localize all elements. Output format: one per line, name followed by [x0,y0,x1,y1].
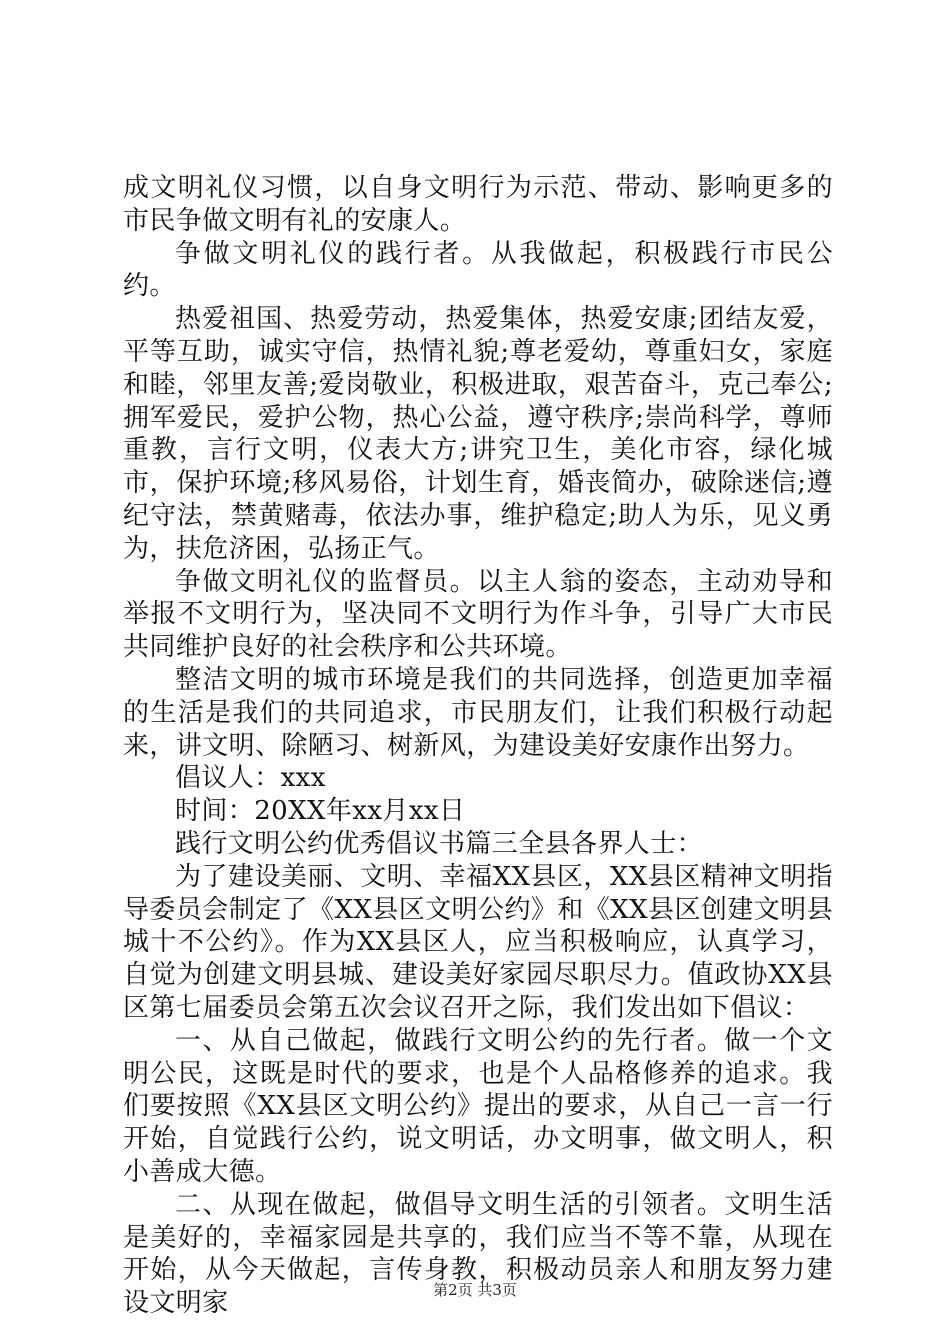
document-body [123,172,833,1320]
page-number-footer: 第2页 共3页 [433,1281,517,1299]
paragraph-11: 二、从现在做起，做倡导文明生活的引领者。文明生活是美好的，幸福家园是共享的，我们应当不等不靠，从现在开始，从今天做起，言传身教，积极动员亲人和朋友努力建设文明家 [123,1189,833,1319]
paragraph-1: 成文明礼仪习惯，以自身文明行为示范、带动、影响更多的市民争做文明有礼的安康人。 [123,173,833,236]
paragraph-9: 为了建设美丽、文明、幸福XX县区，XX县区精神文明指导委员会制定了《XX县区文明公约》和《XX县区创建文明县城十不公约》。作为XX县区人，应当积极响应，认真学习，自觉为创建文明县城、建设美好家园尽职尽力。值政协XX县区第七届委员会第五次会议召开之际，我们发出如下倡议： [123,861,833,1023]
section-heading-line: 践行文明公约优秀倡议书篇三全县各界人士： [175,828,704,859]
paragraph-5: 整洁文明的城市环境是我们的共同选择，创造更加幸福的生活是我们的共同追求，市民朋友们，让我们积极行动起来，讲文明、除陋习、树新风，为建设美好安康作出努力。 [123,664,833,761]
paragraph-4: 争做文明礼仪的监督员。以主人翁的姿态，主动劝导和举报不文明行为，坚决同不文明行为作斗争，引导广大市民共同维护良好的社会秩序和公共环境。 [123,566,833,663]
proposer-line: 倡议人：xxx [175,763,326,794]
date-line: 时间：20XX年xx月xx日 [175,796,466,827]
paragraph-3: 热爱祖国、热爱劳动，热爱集体，热爱安康;团结友爱，平等互助，诚实守信，热情礼貌;尊老爱幼，尊重妇女，家庭和睦，邻里友善;爱岗敬业，积极进取，艰苦奋斗，克己奉公;拥军爱民，爱护公物，热心公益，遵守秩序;崇尚科学，尊师重教，言行文明，仪表大方;讲究卫生，美化市容，绿化城市，保护环境;移风易俗，计划生育，婚丧简办，破除迷信;遵纪守法，禁黄赌毒，依法办事，维护稳定;助人为乐，见义勇为，扶危济困，弘扬正气。 [123,304,833,564]
paragraph-10: 一、从自己做起，做践行文明公约的先行者。做一个文明公民，这既是时代的要求，也是个人品格修养的追求。我们要按照《XX县区文明公约》提出的要求，从自己一言一行开始，自觉践行公约，说文明话，办文明事，做文明人，积小善成大德。 [123,1025,833,1187]
paragraph-2: 争做文明礼仪的践行者。从我做起，积极践行市民公约。 [123,238,833,302]
